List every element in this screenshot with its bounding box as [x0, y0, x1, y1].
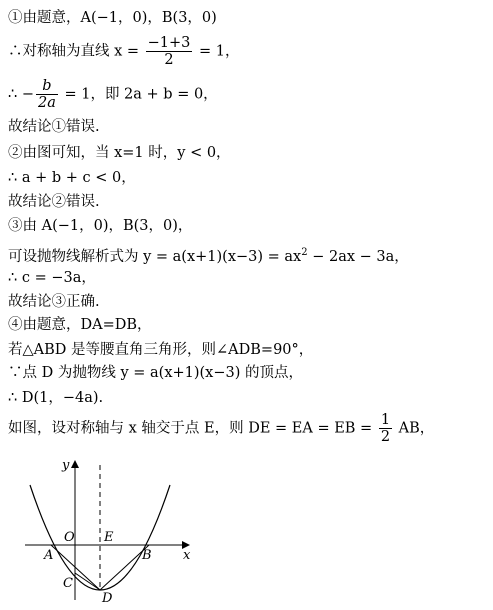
parabola-figure [20, 455, 200, 605]
fraction [146, 35, 193, 68]
line-2-text: ∴对称轴为直线 x = [8, 43, 144, 60]
exponent: 2 [301, 247, 308, 258]
numerator: −1+3 [147, 35, 191, 51]
line-16-rest: AB， [394, 420, 435, 437]
segment-cd [75, 573, 100, 590]
line-3-text: ∴ − [8, 86, 34, 103]
line-15: ∴ D(1，−4a). [8, 390, 104, 406]
line-6: ∴ a + b + c < 0， [8, 170, 136, 186]
denominator: 2a [37, 95, 56, 111]
fraction [36, 78, 58, 111]
label-o: O [64, 530, 75, 545]
label-d: D [102, 591, 113, 605]
line-5: ②由图可知，当 x=1 时，y < 0， [8, 145, 231, 161]
line-16 [8, 412, 434, 445]
line-3-rest: = 1，即 2a + b = 0， [59, 86, 218, 103]
fraction [379, 412, 392, 445]
label-e: E [104, 530, 114, 545]
label-a: A [44, 548, 54, 563]
label-y: y [62, 458, 70, 473]
y-axis-arrow [71, 460, 79, 468]
line-9 [8, 243, 409, 267]
label-x: x [183, 548, 191, 563]
line-1: ①由题意，A(−1，0)，B(3，0) [8, 10, 217, 26]
line-2 [8, 35, 240, 68]
line-11: 故结论③正确. [8, 294, 100, 310]
line-9-rest: − 2ax − 3a， [307, 248, 409, 265]
line-7: 故结论②错误. [8, 194, 100, 210]
line-16-text: 如图，设对称轴与 x 轴交于点 E，则 DE = EA = EB = [8, 420, 377, 437]
line-9-text: 可设抛物线解析式为 y = a(x+1)(x−3) = ax [8, 248, 302, 265]
line-8: ③由 A(−1，0)，B(3，0)， [8, 218, 193, 234]
line-12: ④由题意，DA=DB， [8, 317, 152, 333]
denominator: 2 [380, 429, 391, 445]
label-b: B [142, 548, 152, 563]
numerator: b [36, 78, 58, 95]
line-3 [8, 78, 218, 111]
line-14: ∵点 D 为抛物线 y = a(x+1)(x−3) 的顶点， [8, 365, 303, 381]
line-10: ∴ c = −3a， [8, 270, 96, 286]
numerator: 1 [380, 412, 391, 428]
line-2-rest: = 1， [194, 43, 240, 60]
line-4: 故结论①错误. [8, 119, 100, 135]
label-c: C [63, 576, 73, 591]
line-13: 若△ABD 是等腰直角三角形，则∠ADB=90°， [8, 342, 314, 358]
denominator: 2 [164, 52, 174, 68]
